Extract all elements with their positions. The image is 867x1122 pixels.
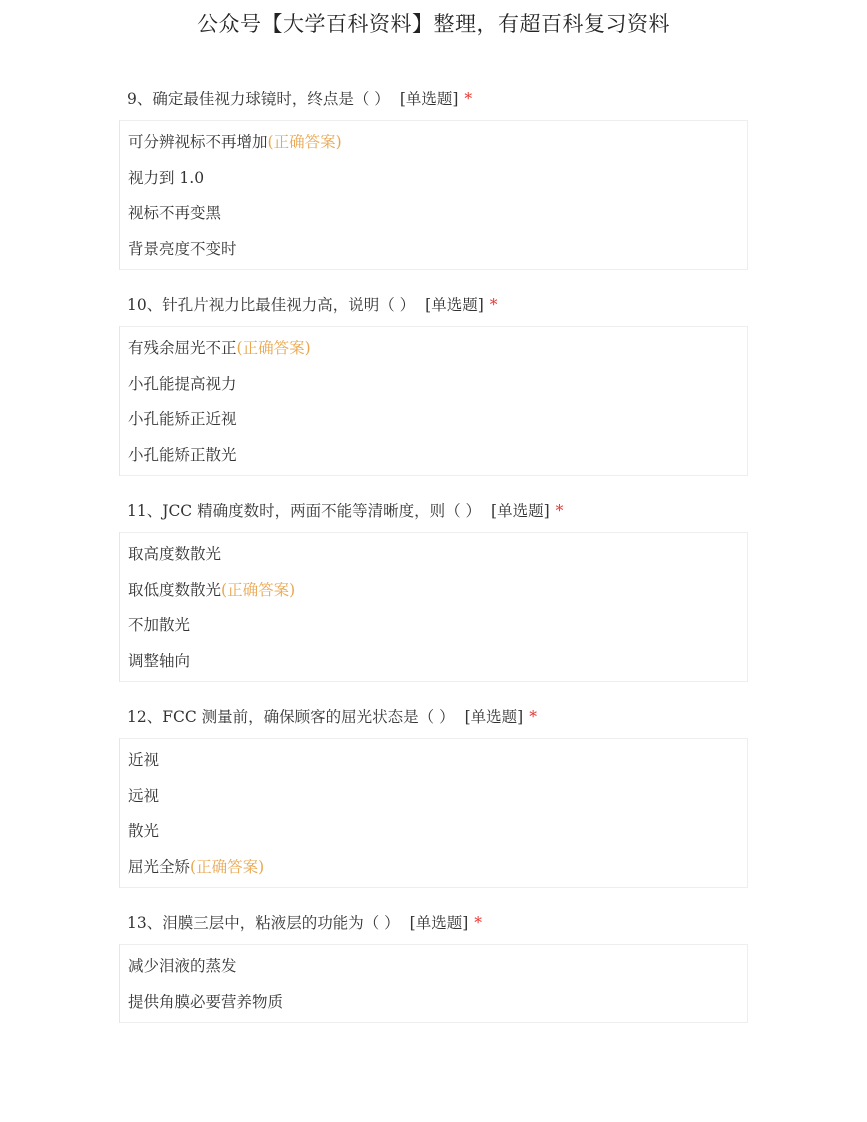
question-title	[119, 702, 748, 732]
option-text: 小孔能矫正散光	[128, 445, 237, 464]
question-type: [单选题]	[491, 502, 550, 520]
correct-answer-label: (正确答案)	[190, 857, 265, 876]
option-text: 视标不再变黑	[128, 204, 222, 222]
header-title: 公众号【大学百科资料】整理，有超百科复习资料	[197, 12, 670, 36]
option-list	[119, 944, 748, 1023]
question-title	[119, 908, 748, 938]
option-text: 屈光全矫	[128, 857, 191, 876]
option-item[interactable]	[120, 125, 747, 161]
page-header	[0, 10, 867, 38]
option-text: 背景亮度不变时	[128, 239, 237, 258]
question-text: 泪膜三层中，粘液层的功能为（ ）	[162, 914, 400, 932]
option-item[interactable]	[120, 367, 747, 403]
question-type: [单选题]	[409, 914, 469, 932]
option-item[interactable]	[120, 402, 747, 438]
question-text: JCC 精确度数时，两面不能等清晰度，则（ ）	[162, 502, 482, 520]
required-mark: *	[555, 502, 564, 520]
question-title	[119, 290, 748, 320]
question-number: 10、	[127, 296, 163, 314]
option-text: 可分辨视标不再增加	[128, 133, 268, 151]
option-item[interactable]	[120, 196, 747, 232]
question-type: [单选题]	[399, 90, 459, 108]
option-text: 提供角膜必要营养物质	[128, 992, 284, 1011]
question-number: 9、	[127, 90, 153, 108]
option-text: 远视	[128, 786, 160, 805]
option-text: 小孔能矫正近视	[128, 410, 237, 428]
question-number: 11、	[127, 502, 163, 520]
correct-answer-label: (正确答案)	[221, 580, 296, 599]
option-item[interactable]	[120, 161, 747, 197]
option-item[interactable]	[120, 573, 747, 609]
question-11	[119, 496, 748, 682]
option-item[interactable]	[120, 814, 747, 850]
option-text: 有残余屈光不正	[128, 339, 237, 357]
option-item[interactable]	[120, 850, 747, 886]
required-mark: *	[464, 90, 473, 108]
option-item[interactable]	[120, 949, 747, 985]
option-text: 取低度数散光	[128, 580, 222, 599]
option-text: 不加散光	[128, 616, 191, 634]
question-list	[119, 84, 748, 1043]
option-text: 视力到 1.0	[128, 168, 205, 187]
option-list	[119, 738, 748, 888]
correct-answer-label: (正确答案)	[267, 133, 342, 151]
option-item[interactable]	[120, 608, 747, 644]
question-text: 确定最佳视力球镜时，终点是（ ）	[152, 90, 390, 108]
option-text: 减少泪液的蒸发	[128, 957, 237, 975]
option-list	[119, 326, 748, 476]
question-13	[119, 908, 748, 1023]
question-number: 13、	[127, 914, 163, 932]
option-text: 近视	[128, 751, 160, 769]
option-text: 小孔能提高视力	[128, 374, 237, 393]
required-mark: *	[489, 296, 498, 314]
correct-answer-label: (正确答案)	[236, 339, 311, 357]
question-type: [单选题]	[425, 296, 484, 314]
option-item[interactable]	[120, 779, 747, 815]
question-9	[119, 84, 748, 270]
option-item[interactable]	[120, 537, 747, 573]
question-text: 针孔片视力比最佳视力高，说明（ ）	[162, 296, 416, 314]
option-item[interactable]	[120, 331, 747, 367]
option-item[interactable]	[120, 644, 747, 680]
required-mark: *	[529, 708, 537, 726]
option-text: 散光	[128, 822, 160, 840]
question-title	[119, 84, 748, 114]
option-item[interactable]	[120, 743, 747, 779]
question-type: [单选题]	[464, 708, 524, 726]
option-text: 调整轴向	[128, 651, 191, 670]
option-list	[119, 532, 748, 682]
option-item[interactable]	[120, 985, 747, 1021]
question-title	[119, 496, 748, 526]
question-12	[119, 702, 748, 888]
required-mark: *	[474, 914, 483, 932]
option-text: 取高度数散光	[128, 545, 222, 563]
option-list	[119, 120, 748, 270]
option-item[interactable]	[120, 438, 747, 474]
question-text: FCC 测量前，确保顾客的屈光状态是（ ）	[162, 708, 455, 726]
option-item[interactable]	[120, 232, 747, 268]
question-10	[119, 290, 748, 476]
question-number: 12、	[127, 708, 163, 726]
